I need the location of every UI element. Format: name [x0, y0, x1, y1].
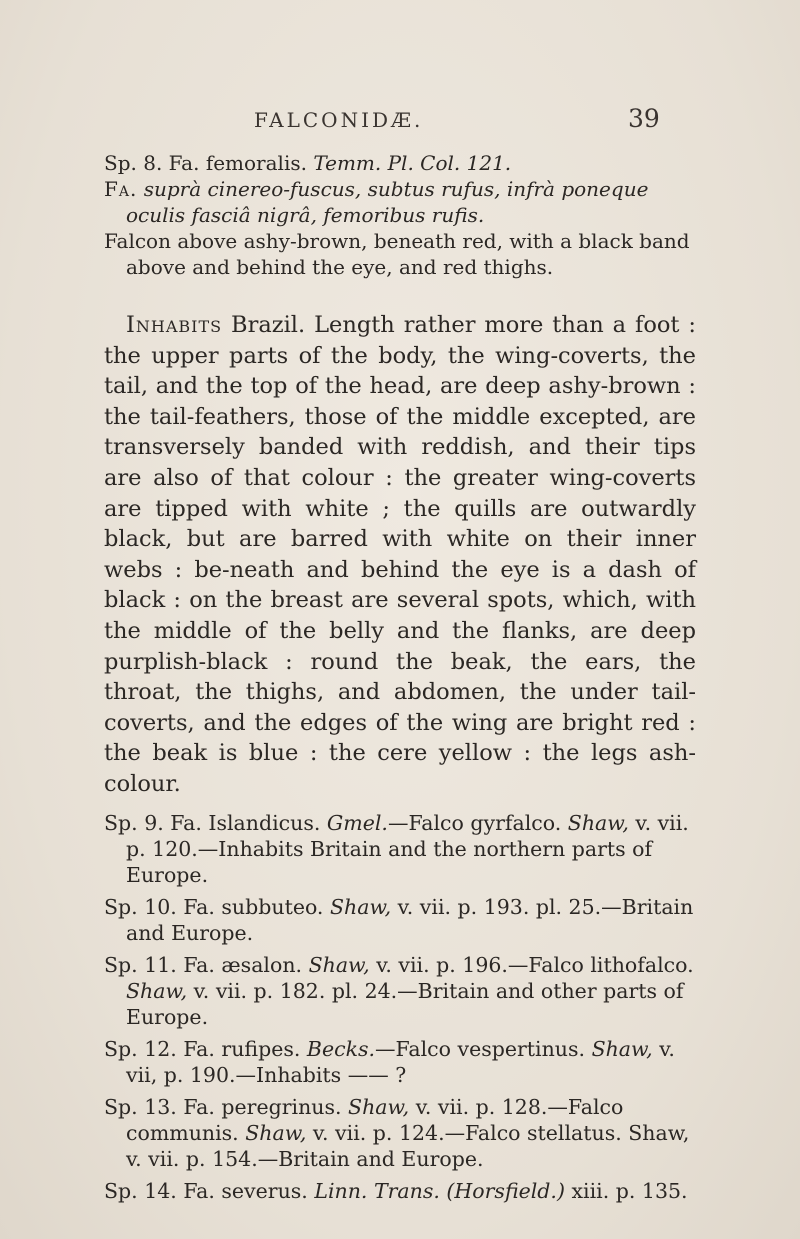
- species-entry-reference: v. vii. p. 124.—Falco stellatus. Shaw, v. vii. p. 154.—Britain and Europe.: [126, 1121, 690, 1171]
- species-8-latin-lead: Fa.: [104, 177, 138, 201]
- species-entry-name: Sp. 13. Fa. peregrinus.: [104, 1095, 342, 1119]
- page-number: 39: [628, 104, 660, 133]
- species-entry: [104, 1178, 696, 1204]
- species-8-latin-text: suprà cinereo-fuscus, subtus rufus, infrà poneque oculis fasciâ nigrâ, femoribus rufis.: [126, 177, 649, 227]
- species-entry-name: Sp. 14. Fa. severus.: [104, 1179, 308, 1203]
- species-entry: [104, 1036, 696, 1088]
- species-8-authority: Temm. Pl. Col. 121.: [313, 151, 512, 175]
- species-entry-authority: Shaw,: [329, 895, 392, 919]
- species-entry-authority-2: Shaw,: [126, 979, 188, 1003]
- species-entry-synonym: v. vii. p. 196.—Falco lithofalco.: [376, 953, 694, 977]
- species-entry: [104, 894, 696, 946]
- species-entry-reference: xiii. p. 135.: [571, 1179, 688, 1203]
- species-entry-synonym: v. vii. p. 128.—Falco communis.: [126, 1095, 624, 1145]
- species-entry-authority-2: Shaw,: [567, 811, 629, 835]
- species-entry-synonym: —Falco vespertinus.: [375, 1037, 586, 1061]
- species-entry: [104, 952, 696, 1030]
- species-entry: [104, 810, 696, 888]
- species-list: [104, 810, 696, 1210]
- species-entry-authority: Shaw,: [308, 953, 370, 977]
- species-8-english-diagnosis: Falcon above ashy-brown, beneath red, with a black band above and behind the eye, and red thighs.: [104, 229, 690, 279]
- species-8-entry: [104, 150, 696, 280]
- species-entry-authority: Linn. Trans. (Horsfield.): [314, 1179, 565, 1203]
- species-entry-reference: v. vii. p. 193. pl. 25.—Britain and Europe.: [126, 895, 694, 945]
- running-title: FALCONIDÆ.: [254, 108, 424, 132]
- species-entry-reference: v. vii. p. 182. pl. 24.—Britain and other parts of Europe.: [126, 979, 684, 1029]
- species-entry-authority-2: Shaw,: [245, 1121, 307, 1145]
- species-8-heading: [104, 150, 696, 176]
- species-entry-authority-2: Shaw,: [591, 1037, 653, 1061]
- species-entry-reference: v. vii, p. 190.—Inhabits —— ?: [126, 1037, 675, 1087]
- species-8-latin-diagnosis: [104, 176, 696, 228]
- species-entry-synonym: —Falco gyrfalco.: [387, 811, 562, 835]
- species-entry-name: Sp. 12. Fa. rufipes.: [104, 1037, 301, 1061]
- species-entry: [104, 1094, 696, 1172]
- description-lead: Inhabits: [126, 312, 223, 338]
- species-entry-authority: Gmel.: [326, 811, 388, 835]
- species-8-description: [104, 310, 696, 800]
- species-entry-authority: Shaw,: [348, 1095, 410, 1119]
- description-text: Brazil. Length rather more than a foot : the upper parts of the body, the wing-coverts, the tail, and the top of the head, are deep ashy-brown : the tail-feathers, those of the middle excepted, are transversely banded with reddish, and their tips are also of that colour : the greater wing-coverts are tipped with white ; the quills are outwardly black, but are barred with white on their inner webs : be-neath and behind the eye is a dash of black : on the breast are several spots, which, with the middle of the belly and the flanks, are deep purplish-black : round the beak, the ears, the throat, the thighs, and abdomen, the under tail-coverts, and the edges of the wing are bright red : the beak is blue : the cere yellow : the legs ash-colour.: [104, 312, 696, 797]
- species-entry-name: Sp. 10. Fa. subbuteo.: [104, 895, 324, 919]
- species-entry-name: Sp. 11. Fa. æsalon.: [104, 953, 303, 977]
- running-head: [0, 104, 800, 138]
- species-8-label: Sp. 8. Fa. femoralis.: [104, 151, 307, 175]
- species-entry-name: Sp. 9. Fa. Islandicus.: [104, 811, 321, 835]
- species-entry-authority: Becks.: [306, 1037, 376, 1061]
- species-entry-reference: v. vii. p. 120.—Inhabits Britain and the northern parts of Europe.: [126, 811, 689, 887]
